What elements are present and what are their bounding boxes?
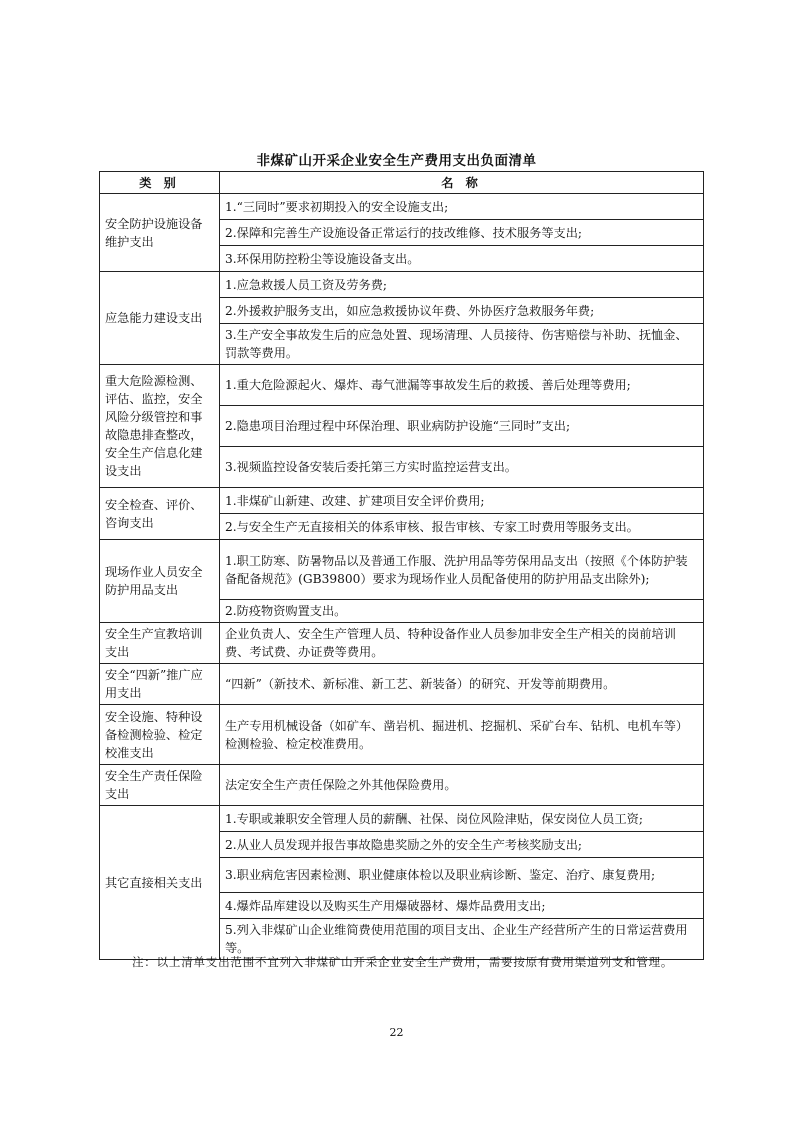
item-cell: 3.生产安全事故发生后的应急处置、现场清理、人员接待、伤害赔偿与补助、抚恤金、罚款等费用。 [220,324,704,365]
category-cell: 现场作业人员安全防护用品支出 [100,540,220,623]
negative-list-table [99,171,704,960]
category-cell: 安全设施、特种设备检测检验、检定校准支出 [100,705,220,765]
item-cell: 2.与安全生产无直接相关的体系审核、报告审核、专家工时费用等服务支出。 [220,514,704,540]
item-cell: 1.重大危险源起火、爆炸、毒气泄漏等事故发生后的救援、善后处理等费用; [220,365,704,406]
page-number: 22 [389,1026,404,1039]
item-cell: 法定安全生产责任保险之外其他保险费用。 [220,765,704,806]
table-row [100,488,704,514]
category-cell: 重大危险源检测、评估、监控，安全风险分级管控和事故隐患排查整改，安全生产信息化建设支出 [100,365,220,488]
item-cell: 1.职工防寒、防暑物品以及普通工作服、洗护用品等劳保用品支出（按照《个体防护装备配备规范》(GB39800）要求为现场作业人员配备使用的防护用品支出除外); [220,540,704,600]
item-cell: 1.应急救援人员工资及劳务费; [220,272,704,298]
item-cell: 3.职业病危害因素检测、职业健康体检以及职业病诊断、鉴定、治疗、康复费用; [220,858,704,893]
table-row [100,272,704,298]
item-cell: 2.防疫物资购置支出。 [220,600,704,623]
table-row [100,765,704,806]
item-cell: 1.专职或兼职安全管理人员的薪酬、社保、岗位风险津贴，保安岗位人员工资; [220,806,704,832]
category-cell: 安全生产宣教培训支出 [100,623,220,664]
table-row [100,540,704,600]
item-cell: 2.从业人员发现并报告事故隐患奖励之外的安全生产考核奖励支出; [220,832,704,858]
table-row [100,806,704,832]
table-row [100,664,704,705]
table-row [100,623,704,664]
page-title: 非煤矿山开采企业安全生产费用支出负面清单 [256,153,537,169]
item-cell: 企业负责人、安全生产管理人员、特种设备作业人员参加非安全生产相关的岗前培训费、考试费、办证费等费用。 [220,623,704,664]
item-cell: 1.非煤矿山新建、改建、扩建项目安全评价费用; [220,488,704,514]
footnote: 注：以上清单支出范围不宜列入非煤矿山开采企业安全生产费用，需要按原有费用渠道列支和管理。 [132,955,674,969]
category-column-header: 类 别 [100,172,220,194]
item-cell: 2.外援救护服务支出，如应急救援协议年费、外协医疗急救服务年费; [220,298,704,324]
item-cell: 5.列入非煤矿山企业维简费使用范围的项目支出、企业生产经营所产生的日常运营费用等。 [220,919,704,960]
item-cell: 2.隐患项目治理过程中环保治理、职业病防护设施“三同时”支出; [220,406,704,447]
category-cell: 安全防护设施设备维护支出 [100,194,220,272]
table-row [100,365,704,406]
table-header-row [100,172,704,194]
item-cell: 3.环保用防控粉尘等设施设备支出。 [220,246,704,272]
table-body [100,194,704,960]
item-cell: 3.视频监控设备安装后委托第三方实时监控运营支出。 [220,447,704,488]
item-cell: 1.“三同时”要求初期投入的安全设施支出; [220,194,704,220]
category-cell: 安全生产责任保险支出 [100,765,220,806]
item-cell: 2.保障和完善生产设施设备正常运行的技改维修、技术服务等支出; [220,220,704,246]
table-row [100,194,704,220]
category-cell: 安全检查、评价、咨询支出 [100,488,220,540]
item-cell: 生产专用机械设备（如矿车、凿岩机、掘进机、挖掘机、采矿台车、钻机、电机车等）检测检验、检定校准费用。 [220,705,704,765]
item-cell: 4.爆炸品库建设以及购买生产用爆破器材、爆炸品费用支出; [220,893,704,919]
table-row [100,705,704,765]
name-column-header: 名 称 [220,172,704,194]
item-cell: “四新”（新技术、新标准、新工艺、新装备）的研究、开发等前期费用。 [220,664,704,705]
category-cell: 应急能力建设支出 [100,272,220,365]
category-cell: 其它直接相关支出 [100,806,220,960]
category-cell: 安全“四新”推广应用支出 [100,664,220,705]
